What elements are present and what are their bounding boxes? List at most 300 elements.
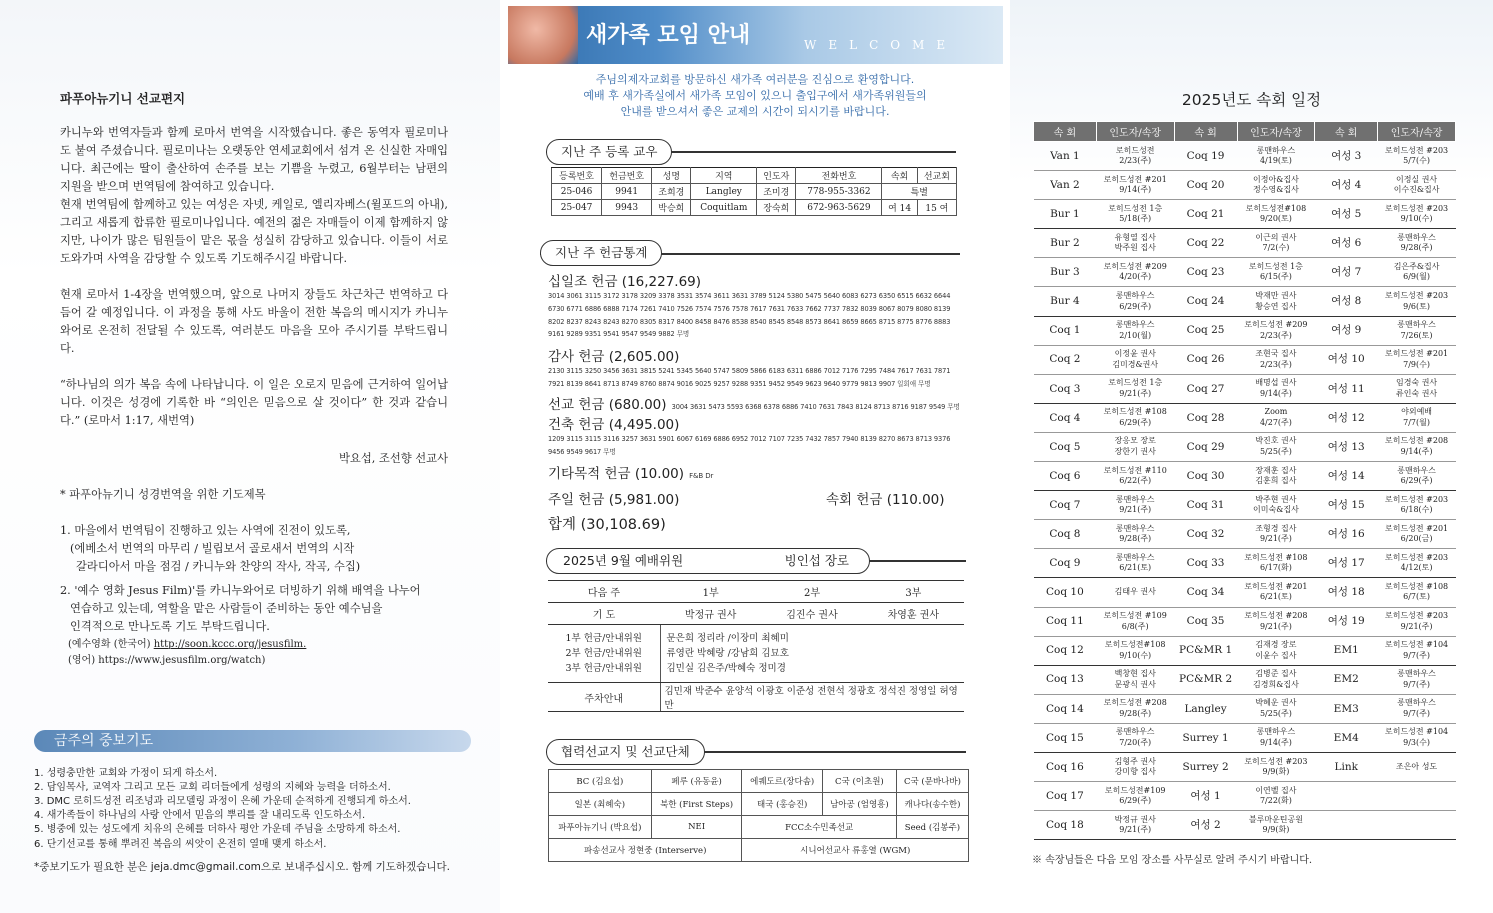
leader-line: 로히드성전 #209 <box>1244 320 1308 330</box>
leader-line: 김훈희 집사 <box>1255 476 1297 486</box>
leader-line: 로히드성전 1층 <box>1108 203 1163 213</box>
leader-line: 박진호 권사 <box>1255 436 1297 446</box>
cell-group-name: EM3 <box>1315 694 1378 723</box>
table-row <box>1034 403 1456 432</box>
table-row <box>1034 723 1456 752</box>
cell-group-leader <box>1237 752 1315 781</box>
cell-group-name: Bur 2 <box>1034 229 1097 258</box>
leader-line: 롱맨하우스 <box>1115 494 1155 504</box>
cell-group-name: Coq 22 <box>1174 229 1237 258</box>
leader-line: 롱맨하우스 <box>1397 320 1436 330</box>
sunday-section <box>548 488 679 508</box>
cell-group-name: Coq 34 <box>1174 578 1237 607</box>
leader-line: 로히드성전 #203 <box>1384 494 1449 504</box>
cell: C국 (이초원) <box>822 770 896 793</box>
table-row <box>548 625 964 683</box>
link-korean-label: (예수영화 (한국어) <box>68 639 151 650</box>
leader-line: 5/25(주) <box>1259 446 1292 456</box>
cell-group-name: 여성 9 <box>1315 316 1378 345</box>
leader-line: 배명섭 권사 <box>1255 378 1297 388</box>
cell: C국 (문바나바) <box>896 770 968 793</box>
leader-line: 롱맨하우스 <box>1115 523 1155 533</box>
leader-line: 로히드성전 1층 <box>1108 378 1163 388</box>
table-row <box>548 603 964 625</box>
mission-heading: 선교 헌금 (680.00) <box>548 397 667 413</box>
cell-group-name: 여성 5 <box>1315 200 1378 229</box>
leader-line: 6/18(수) <box>1400 505 1433 515</box>
cell-group-leader <box>1096 694 1174 723</box>
cell: Seed (김봉주) <box>896 816 968 839</box>
schedule-table <box>1033 121 1456 840</box>
leader-line: 박정규 권사 <box>1114 814 1156 824</box>
leader-line: 로히드성전 #209 <box>1103 261 1167 271</box>
table-row <box>1034 607 1456 636</box>
leader-line: 로히드성전 #108 <box>1103 407 1167 417</box>
leader-line: 로히드성전 #203 <box>1384 291 1449 301</box>
leader-line: 조은아 성도 <box>1395 761 1438 771</box>
cell-group-name: Coq 24 <box>1174 287 1237 316</box>
leader-line: 로히드성전#109 <box>1104 785 1166 795</box>
leader-line: 롱맨하우스 <box>1256 145 1296 155</box>
leader-line: 9/14(주) <box>1119 185 1152 195</box>
leader-line: 이미숙&집사 <box>1253 505 1299 515</box>
cell-group-name: Coq 13 <box>1034 665 1097 694</box>
welcome-line: 주님의제자교회를 방문하신 새가족 여러분을 진심으로 환영합니다. <box>595 73 915 86</box>
leader-line: 로히드성전 #203 <box>1384 552 1449 562</box>
leader-line: 강미향 집사 <box>1114 767 1156 777</box>
cell-group-name: Coq 3 <box>1034 374 1097 403</box>
leader-line: Zoom <box>1264 407 1288 417</box>
cell-group-leader <box>1237 694 1315 723</box>
table-row <box>1034 811 1456 840</box>
prayer-item-2b: 연습하고 있는데, 역할을 맡은 사람들이 준비하는 동안 예수님을 <box>70 602 383 615</box>
cell-group-name: 여성 8 <box>1315 287 1378 316</box>
letter-signature: 박요섭, 조선향 선교사 <box>339 452 448 465</box>
col-header: 인도자/속장 <box>1096 122 1174 142</box>
leader-line: 4/27(주) <box>1259 417 1292 427</box>
leader-line: 7/22(화) <box>1259 796 1292 806</box>
leader-line: 9/14(주) <box>1259 388 1292 398</box>
cell-group-leader <box>1096 200 1174 229</box>
cell: 장숙희 <box>757 200 796 216</box>
cell-group-leader <box>1237 520 1315 549</box>
leader-line: 로히드성전 #109 <box>1103 611 1167 621</box>
cell-group-leader <box>1096 782 1174 811</box>
cell-group-name: Coq 2 <box>1034 345 1097 374</box>
table-row <box>549 793 969 816</box>
cell: 남아공 (엄영흥) <box>822 793 896 816</box>
cell: 9941 <box>602 184 652 200</box>
leader-line: 6/29(주) <box>1119 796 1152 806</box>
col-header: 속회 <box>882 168 917 184</box>
cell-group-leader <box>1378 462 1456 491</box>
cell-group-leader <box>1237 491 1315 520</box>
leader-line: 6/29(주) <box>1119 301 1152 311</box>
schedule-note: ※ 속장님들은 다음 모임 장소를 사무실로 알려 주시기 바랍니다. <box>1032 855 1313 866</box>
col-header: 인도자/속장 <box>1378 122 1456 142</box>
table-row <box>1034 520 1456 549</box>
cell-group-leader <box>1096 607 1174 636</box>
letter-paragraph-3: 현재 로마서 1-4장을 번역했으며, 앞으로 나머지 장들도 차근차근 번역하고 다듬어 갈 예정입니다. 이 과정을 통해 사도 바울이 전한 복음의 메시지가 카니누와어로 온전히 전달될 수 있도록, 여러분도 마음을 모아 주시기를 부탁드립니다. <box>60 288 448 355</box>
leader-line: 로히드성전 #104 <box>1384 727 1449 737</box>
leader-line: 2/10(월) <box>1119 330 1152 340</box>
cell-group-name: 여성 16 <box>1315 520 1378 549</box>
leader-line: 롱맨하우스 <box>1115 320 1155 330</box>
cell-group-leader <box>1237 665 1315 694</box>
cell-group-name: Coq 32 <box>1174 520 1237 549</box>
cell-group-leader <box>1096 752 1174 781</box>
leader-line: 6/15(주) <box>1259 272 1292 282</box>
table-row <box>549 839 969 862</box>
col-header: 속 회 <box>1174 122 1237 142</box>
cell-group-name: 여성 12 <box>1315 403 1378 432</box>
prayer-item-2c: 인격적으로 만나도록 기도 부탁드립니다. <box>70 620 270 633</box>
jesus-film-korean-link[interactable]: http://soon.kccc.org/jesusfilm. <box>153 639 307 650</box>
cell-group-name: EM1 <box>1315 636 1378 665</box>
leader-line: 9/7(주) <box>1403 650 1430 660</box>
mission-section <box>548 393 968 414</box>
leader-line: 6/17(화) <box>1259 563 1292 573</box>
col-header: 성명 <box>652 168 691 184</box>
leader-line: 롱맨하우스 <box>1397 232 1436 242</box>
leader-line: 9/28(주) <box>1119 708 1152 718</box>
cell: 북한 (First Steps) <box>651 793 742 816</box>
cell-group-name: Coq 29 <box>1174 432 1237 461</box>
cell-group-leader <box>1096 142 1174 171</box>
table-row <box>1034 345 1456 374</box>
cell-group-name: Coq 25 <box>1174 316 1237 345</box>
cell-group-name: EM2 <box>1315 665 1378 694</box>
col-header: 속 회 <box>1034 122 1097 142</box>
leader-line: 이수진&집사 <box>1393 185 1440 195</box>
ushers-labels <box>548 625 660 683</box>
cell-group-name: Surrey 1 <box>1174 723 1237 752</box>
table-row <box>1034 782 1456 811</box>
cell-group-leader <box>1378 316 1456 345</box>
intercession-item: 3. DMC 로히드성전 리조넝과 리모델링 과정이 은혜 가운데 순적하게 진행되게 하소서. <box>34 796 411 807</box>
cell: 태국 (홍승진) <box>742 793 822 816</box>
total-heading: 합계 (30,108.69) <box>548 517 666 533</box>
jesus-film-english-link[interactable]: (영어) https://www.jesusfilm.org/watch) <box>68 655 266 666</box>
cell-group-leader <box>1237 200 1315 229</box>
leader-line: 4/12(토) <box>1400 563 1433 573</box>
leader-line: 로히드성전 #201 <box>1103 174 1167 184</box>
intercession-item: 1. 성령충만한 교회와 가정이 되게 하소서. <box>34 768 218 779</box>
leader-line: 9/10(수) <box>1400 214 1433 224</box>
letter-paragraph-2: 현재 번역팀에 함께하고 있는 여성은 자넷, 케일로, 엘리자베스(윌포드의 아내), 그리고 새롭게 합류한 필로미나입니다. 예전의 젊은 자매들이 이제 함께하지 않지만, 나이가 많은 팀원들이 맡은 몫을 성실히 감당하고 있습니다. 이들이 서로 도와가며 사역을 감당할 수 있도록 기도해주시길 바랍니다. <box>60 198 448 265</box>
building-numbers: 1209 3115 3115 3116 3257 3631 5901 6067 6169 6886 6952 7012 7107 7235 7432 7857 7940 8139 8270 8673 8713 9376 9456 9549 9617 무명 <box>548 435 951 456</box>
leader-line: 9/14(주) <box>1400 446 1433 456</box>
cell-group-name: Coq 9 <box>1034 549 1097 578</box>
table-row <box>1034 200 1456 229</box>
table-row <box>1034 752 1456 781</box>
cell: 9943 <box>602 200 652 216</box>
cell-group-leader <box>1378 723 1456 752</box>
cell-group-name: Coq 26 <box>1174 345 1237 374</box>
cell-group-name: Coq 35 <box>1174 607 1237 636</box>
leader-line: 6/21(토) <box>1119 563 1152 573</box>
label: 1부 헌금/안내위원 <box>565 633 642 644</box>
leader-line: 6/7(토) <box>1403 592 1430 602</box>
leader-line: 7/20(주) <box>1119 737 1152 747</box>
leader-line: 로히드성전#108 <box>1104 640 1166 650</box>
cell: 주차안내 <box>548 683 660 712</box>
prayer-title: * 파푸아뉴기니 성경번역을 위한 기도제목 <box>60 488 266 501</box>
leader-line: 로히드성전 #203 <box>1244 756 1308 766</box>
leader-line: 롱맨하우스 <box>1397 465 1436 475</box>
cell-group-name: Coq 14 <box>1034 694 1097 723</box>
cell-group-leader <box>1237 578 1315 607</box>
cell: 파송선교사 정현중 (Interserve) <box>549 839 742 862</box>
cell-group-name: Coq 11 <box>1034 607 1097 636</box>
leader-line: 2/23(주) <box>1119 156 1152 166</box>
mission-numbers: 3004 3631 5473 5593 6368 6378 6886 7410 7631 7843 8124 8713 8716 9187 9549 무명 <box>671 403 960 411</box>
cell-group-leader <box>1237 258 1315 287</box>
cell: 에퀘도르(장다솜) <box>742 770 822 793</box>
table-row <box>1034 171 1456 200</box>
leader-line: 9/21(주) <box>1400 621 1433 631</box>
cell: 3부 <box>863 581 964 603</box>
leader-line: 9/21(주) <box>1259 534 1292 544</box>
cell-group-name: 여성 10 <box>1315 345 1378 374</box>
cell-group-name: 여성 6 <box>1315 229 1378 258</box>
cell: 박정규 권사 <box>660 603 761 625</box>
other-note: F&B Dr <box>689 472 714 480</box>
leader-line: 9/14(주) <box>1259 737 1292 747</box>
table-row <box>552 184 957 200</box>
cell: 김민재 박준수 윤양석 이광호 이준성 전현석 정광호 정석진 정영일 허영만 <box>660 683 964 712</box>
leader-line: 9/21(주) <box>1119 825 1152 835</box>
cell: 캐나다(송수한) <box>896 793 968 816</box>
cell-group-leader <box>1237 345 1315 374</box>
cell-group-leader <box>1237 171 1315 200</box>
cell-group-leader <box>1378 782 1456 811</box>
tithe-numbers: 3014 3061 3115 3172 3178 3209 3378 3531 3574 3611 3631 3789 5124 5380 5475 5640 6083 6273 6350 6515 6632 6644 6730 6771 6886 6888 7174 7261 7410 7526 7574 7576 7578 7617 7631 7633 7662 7737 7832 8039 8067 8079 8080 8139 8202 8237 8243 8243 8270 8305 8317 8400 8458 8476 8538 8540 8545 8548 8573 8641 8659 8665 8715 8775 8776 8883 9161 9289 9351 9541 9547 9549 9882 무명 <box>548 292 951 339</box>
cell-group-leader <box>1378 258 1456 287</box>
cell-group-leader <box>1096 491 1174 520</box>
cell: 672-963-5629 <box>796 200 882 216</box>
letter-paragraph-1: 카니누와 번역자들과 함께 로마서 번역을 시작했습니다. 좋은 동역자 필로미나도 붙여 주셨습니다. 필로미나는 오랫동안 연세교회에서 섬겨 온 신실한 자매입니다. 최근에는 딸이 출산하여 손주를 보는 기쁨을 누렸고, 6월부터는 남편의 지원을 받으며 번역팀에 참여하고 있습니다. <box>60 126 448 193</box>
cell-group-leader <box>1237 811 1315 840</box>
building-heading: 건축 헌금 (4,495.00) <box>548 417 680 433</box>
cell-group-leader <box>1378 200 1456 229</box>
cell-group-leader <box>1378 578 1456 607</box>
total-section <box>548 513 666 534</box>
cell-group-name: 여성 17 <box>1315 549 1378 578</box>
leader-line: 9/10(수) <box>1119 650 1152 660</box>
cell-heading: 속회 헌금 (110.00) <box>826 492 945 508</box>
col-header: 지역 <box>691 168 757 184</box>
table-row <box>1034 142 1456 171</box>
leader-line: 5/7(수) <box>1403 156 1430 166</box>
leader-line: 박주원 집사 <box>1114 243 1156 253</box>
cell-group-leader <box>1378 229 1456 258</box>
table-row <box>1034 491 1456 520</box>
cell-group-name: 여성 3 <box>1315 142 1378 171</box>
col-header: 인도자/속장 <box>1237 122 1315 142</box>
cell-group-leader <box>1096 723 1174 752</box>
table-row <box>549 816 969 839</box>
cell-group-leader <box>1378 549 1456 578</box>
leader-line: 4/20(주) <box>1119 272 1152 282</box>
label: 3부 헌금/안내위원 <box>565 663 642 674</box>
leader-line: 9/6(토) <box>1403 301 1430 311</box>
col-header: 전화번호 <box>796 168 882 184</box>
ushers-names <box>660 625 964 683</box>
col-header: 속 회 <box>1315 122 1378 142</box>
cell-group-name: Coq 21 <box>1174 200 1237 229</box>
offering-title: 지난 주 헌금통계 <box>540 240 662 266</box>
leader-line: 5/18(주) <box>1119 214 1152 224</box>
cell-group-leader <box>1378 287 1456 316</box>
thanks-numbers: 2130 3115 3250 3456 3631 3815 5241 5345 5640 5747 5809 5866 6183 6311 6886 7012 7176 7295 7484 7617 7631 7871 7921 8139 8641 8713 8749 8760 8874 9016 9025 9257 9288 9351 9452 9549 9623 9640 9779 9813 9907 일회애 무명 <box>548 367 951 388</box>
table-row <box>1034 578 1456 607</box>
cell: 페루 (유동윤) <box>651 770 742 793</box>
leader-line: 김병준 집사 <box>1255 669 1297 679</box>
cell: 여 14 <box>882 200 917 216</box>
leader-line: 장한기 권사 <box>1114 446 1156 456</box>
table-row <box>1034 549 1456 578</box>
cell-section <box>826 488 945 508</box>
prayer-item-1c: 갈라디아서 마을 점검 / 카니누와 찬양의 작사, 작곡, 수집) <box>76 560 361 573</box>
cell-group-leader <box>1237 316 1315 345</box>
leader-line: 이정실 권사 <box>1395 174 1438 184</box>
cell-group-leader <box>1378 520 1456 549</box>
cell-group-name: Coq 33 <box>1174 549 1237 578</box>
partner-title: 협력선교지 및 선교단체 <box>546 739 705 765</box>
welcome-message <box>500 72 1010 120</box>
leader-line: 류인숙 권사 <box>1395 388 1438 398</box>
leader-line: 로히드성전 #201 <box>1384 349 1449 359</box>
names: 김민실 김은주/박혜숙 정미경 <box>666 663 786 674</box>
leader-line: 6/21(토) <box>1259 592 1292 602</box>
cell-group-leader <box>1378 374 1456 403</box>
newcomer-panel <box>500 0 1010 913</box>
other-section <box>548 462 713 483</box>
cell: FCC소수민족선교 <box>742 816 896 839</box>
schedule-title: 2025년도 속회 일정 <box>1181 91 1322 109</box>
prayer-item-2a: 2. '예수 영화 Jesus Film)'를 카니누와어로 더빙하기 위해 배역을 나누어 <box>60 584 421 597</box>
cell-group-leader <box>1237 723 1315 752</box>
thanks-section <box>548 345 953 391</box>
cell-group-leader <box>1096 636 1174 665</box>
cell: 특별 <box>882 184 957 200</box>
welcome-line: 예배 후 새가족실에서 새가족 모임이 있으니 출입구에서 새가족위원들의 <box>583 89 927 102</box>
cell-group-leader <box>1096 316 1174 345</box>
cell-group-name: Coq 30 <box>1174 462 1237 491</box>
cell-group-name <box>1315 782 1378 811</box>
leader-line: 김형주 권사 <box>1114 756 1156 766</box>
building-section <box>548 413 953 459</box>
cell-group-leader <box>1096 549 1174 578</box>
cell: 일본 (최혜숙) <box>549 793 652 816</box>
cell-group-name: Surrey 2 <box>1174 752 1237 781</box>
leader-line: 이윤수 집사 <box>1255 650 1297 660</box>
partners-table <box>548 769 969 862</box>
leader-line: 7/2(수) <box>1262 243 1290 253</box>
cell-group-leader <box>1096 578 1174 607</box>
cell-group-leader <box>1378 171 1456 200</box>
letter-title: 파푸아뉴기니 선교편지 <box>60 91 186 106</box>
cell-group-name: Coq 23 <box>1174 258 1237 287</box>
cell-group-name: PC&MR 2 <box>1174 665 1237 694</box>
cell-group-leader <box>1096 374 1174 403</box>
cell-group-name: Coq 16 <box>1034 752 1097 781</box>
table-row <box>1034 316 1456 345</box>
cell-group-name: PC&MR 1 <box>1174 636 1237 665</box>
leader-line: 로히드성전 #203 <box>1384 203 1449 213</box>
leader-line: 로히드성전 #203 <box>1384 611 1449 621</box>
intercession-item: 5. 병중에 있는 성도에게 치유의 은혜를 더하사 평안 가운데 주님을 소망하게 하소서. <box>34 824 401 835</box>
leader-line: 김태우 권사 <box>1114 587 1156 597</box>
leader-line: 이정윤 권사 <box>1114 349 1156 359</box>
cell-group-leader <box>1096 520 1174 549</box>
intercession-title: 금주의 중보기도 <box>34 730 471 752</box>
cell: BC (김요섭) <box>549 770 652 793</box>
intercession-item: 4. 새가족들이 하나님의 사랑 안에서 믿음의 뿌리를 잘 내리도록 인도하소서. <box>34 810 366 821</box>
cell: 기 도 <box>548 603 660 625</box>
leader-line: 롱맨하우스 <box>1397 669 1436 679</box>
leader-line: 로히드성전 #203 <box>1384 145 1449 155</box>
cell: NEI <box>651 816 742 839</box>
col-header: 인도자 <box>757 168 796 184</box>
cell-group-leader <box>1378 636 1456 665</box>
cell: 시니어선교사 류홍열 (WGM) <box>742 839 969 862</box>
cell-group-name: 여성 19 <box>1315 607 1378 636</box>
cell-group-leader <box>1237 462 1315 491</box>
names: 류영란 박혜랑 /강남희 김묘호 <box>666 648 789 659</box>
cell-group-name: Coq 12 <box>1034 636 1097 665</box>
leader-line: 롱맨하우스 <box>1256 727 1296 737</box>
cell-group-leader <box>1378 491 1456 520</box>
worship-title: 2025년 9월 예배위원 <box>563 553 684 568</box>
leader-line: 2/23(주) <box>1259 359 1292 369</box>
cell-group-leader <box>1378 665 1456 694</box>
cell-group-leader <box>1378 142 1456 171</box>
leader-line: 황승연 집사 <box>1255 301 1297 311</box>
table-row <box>548 683 964 712</box>
cell-group-name: Coq 27 <box>1174 374 1237 403</box>
letter-quote: “하나님의 의가 복음 속에 나타납니다. 이 일은 오로지 믿음에 근거하여 일어납니다. 이것은 성경에 기록한 바 “의인은 믿음으로 살 것이다” 한 것과 같습니다.” (로마서 1:17, 새번역) <box>60 378 448 427</box>
leader-line: 롱맨하우스 <box>1115 727 1155 737</box>
cell-group-leader <box>1378 403 1456 432</box>
leader-line: 롱맨하우스 <box>1115 291 1155 301</box>
cell-group-leader <box>1378 607 1456 636</box>
cell-group-leader <box>1096 171 1174 200</box>
cell-schedule-panel <box>1010 0 1493 913</box>
cell-group-name: 여성 18 <box>1315 578 1378 607</box>
cell: 15 여 <box>917 200 956 216</box>
cell-group-name: 여성 14 <box>1315 462 1378 491</box>
leader-line: 임경숙 권사 <box>1395 378 1438 388</box>
cell-group-name: Coq 28 <box>1174 403 1237 432</box>
sunday-heading: 주일 헌금 (5,981.00) <box>548 492 680 508</box>
cell-group-name: 여성 4 <box>1315 171 1378 200</box>
cell-group-name: Coq 1 <box>1034 316 1097 345</box>
cell: 박승희 <box>652 200 691 216</box>
intercession-item: 6. 단기선교를 통해 뿌려진 복음의 씨앗이 온전히 열매 맺게 하소서. <box>34 839 327 850</box>
cell-group-leader <box>1237 636 1315 665</box>
cell: 조희경 <box>652 184 691 200</box>
worship-table <box>548 580 964 712</box>
cell-group-name: Coq 15 <box>1034 723 1097 752</box>
leader-line: 장응모 장로 <box>1114 436 1156 446</box>
cell: 파푸아뉴기니 (박요섭) <box>549 816 652 839</box>
leader-line: 9/9(화) <box>1262 767 1290 777</box>
leader-line: 로히드성전 #208 <box>1103 698 1167 708</box>
welcome-line: 안내를 받으셔서 좋은 교제의 시간이 되시기를 바랍니다. <box>620 105 890 118</box>
cell: 778-955-3362 <box>796 184 882 200</box>
